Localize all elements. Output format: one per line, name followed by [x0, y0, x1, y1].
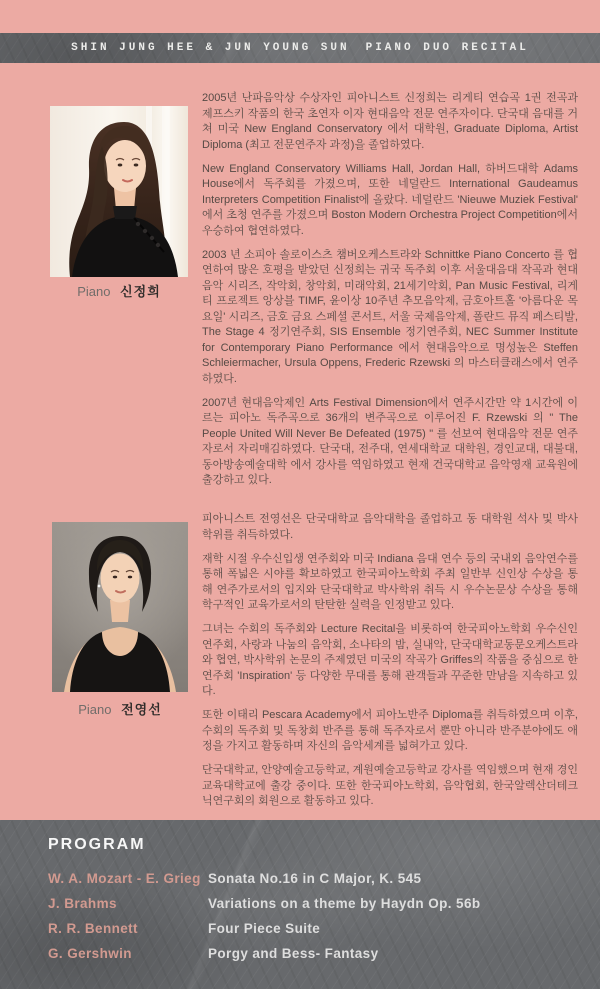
- bio-paragraph: 또한 이태리 Pescara Academy에서 피아노반주 Diploma를 취득하였으며 이후, 수회의 독주회 및 독창회 반주를 통해 독주자로서 뿐만 아니라 반주분야에도 애정을 가지고 활동하며 자신의 음악세계를 넓혀가고 있다.: [202, 709, 578, 752]
- program-row: [48, 916, 584, 941]
- program-composer: J. Brahms: [48, 896, 117, 911]
- program-row: [48, 891, 584, 916]
- bio-paragraph: 그녀는 수회의 독주회와 Lecture Recital을 비롯하여 한국피아노학회 우수신인연주회, 사랑과 나눔의 음악회, 소나타의 밤, 실내악, 단국대학교동문오케스트라와 협연, 박사학위 논문의 주제였던 미국의 작곡가 Griffes의 작품을 중심으로 한 연주회 'Inspiration' 등 다양한 무대를 통해 관객들과 꾸준한 만남을 지속하고 있다.: [202, 623, 578, 697]
- pianist2-caption: [52, 699, 188, 718]
- program-piece: Sonata No.16 in C Major, K. 545: [208, 871, 422, 886]
- pianist2-role-label: Piano: [78, 702, 112, 717]
- program-piece: Four Piece Suite: [208, 921, 321, 936]
- bio-paragraph: 피아니스트 전영선은 단국대학교 음악대학을 졸업하고 동 대학원 석사 및 박사학위를 취득하였다.: [202, 513, 578, 541]
- bio-paragraph: 2007년 현대음악제인 Arts Festival Dimension에서 연주시간만 약 1시간에 이르는 피아노 독주곡으로 36개의 변주곡으로 이루어진 F. Rzewski 의 " The People United Will Never Be Defeated (1975) " 를 선보여 현대음악 전문 연주자로서 자리매김하였다. 단국대, 전주대, 연세대학교 대학원, 경인교대, 대불대, 동아방송예술대학 에서 강사를 역임하였고 현재 건국대학교 음악영재 교육원에 출강하고 있다.: [202, 396, 578, 486]
- event-title: PIANO DUO RECITAL: [365, 42, 529, 54]
- program-list: [48, 866, 584, 966]
- pianist1-role-label: Piano: [77, 284, 111, 299]
- pianist2-bio: [202, 512, 578, 818]
- bio-paragraph: 2005년 난파음악상 수상자인 피아니스트 신정희는 리게티 연습곡 1권 전곡과 제프스키 작품의 한국 초연자 이자 현대음악 전문 연주자이다. 단국대 음대를 거쳐 미국 New England Conservatory 에서 대학원, Graduate Diploma, Artist Diploma (최고 전문연주자 과정)을 졸업하였다.: [202, 92, 578, 151]
- pianist2-name: 전영선: [121, 702, 162, 717]
- bio-paragraph: 재학 시절 우수신입생 연주회와 미국 Indiana 음대 연수 등의 국내외 음악연수를 통해 폭넓은 시야를 확보하였고 한국피아노학회 주최 일반부 신인상 수상을 통해 연주가로서의 입지와 단국대학교 박사학위 취득 시 우수논문상 수상을 통해 학구적인 교육가로서의 탄탄한 실력을 인정받고 있다.: [202, 552, 578, 611]
- pianist2-photo: [52, 522, 188, 692]
- artists-title: SHIN JUNG HEE & JUN YOUNG SUN: [71, 42, 350, 54]
- pianist1-name: 신정희: [120, 284, 161, 299]
- program-row: [48, 941, 584, 966]
- bio-paragraph: 2003 년 소피아 솔로이스츠 챔버오케스트라와 Schnittke Piano Concerto 를 협연하여 많은 호평을 받았던 신정희는 귀국 독주회 이후 서울대음대 작곡과 현대음악 시리즈, 작악회, 창악회, 미래악회, 21세기악회, Pan Music Festival, 리게티 프로젝트 앙상블 TIMF, 윤이상 10주년 추모음악제, 금호아트홀 '아름다운 목요일' 시리즈, 금호 금요 스페셜 콘서트, 서울 국제음악제, 폴란드 뮤직 페스티발, The Stage 4 정기연주회, SIS Ensemble 정기연주회, NEC Summer Institute for Contemporary Piano Performance 에서 현대음악으로 명성높은 Steffen Schleiermacher, Ursula Oppens, Frederic Rzewski 의 마스터클래스에서 연주하였다.: [202, 248, 578, 385]
- pianist1-caption: [50, 281, 188, 300]
- program-composer: W. A. Mozart - E. Grieg: [48, 871, 201, 886]
- program-heading: PROGRAM: [48, 836, 146, 853]
- program-piece: Variations on a theme by Haydn Op. 56b: [208, 896, 481, 911]
- program-composer: R. R. Bennett: [48, 921, 138, 936]
- program-row: [48, 866, 584, 891]
- program-piece: Porgy and Bess- Fantasy: [208, 946, 379, 961]
- pianist1-photo: [50, 106, 188, 277]
- bio-paragraph: 단국대학교, 안양예술고등학교, 계원예술고등학교 강사를 역임했으며 현재 경인교육대학교에 출강 중이다. 또한 한국피아노학회, 음악협회, 한국알렉산더테크닉연구회의 회원으로 활동하고 있다.: [202, 764, 578, 807]
- bio-paragraph: New England Conservatory Williams Hall, Jordan Hall, 하버드대학 Adams House에서 독주회를 가졌으며, 또한 네덜란드 International Gaudeamus Interpreters Competition Finalist에 올랐다. 네덜란드 'Nieuwe Muziek Festival' 에서 초청 연주를 가졌으며 Boston Modern Orchestra Project Competition에서 우승하여 협연하였다.: [202, 162, 578, 237]
- pianist1-bio: [202, 91, 578, 497]
- program-band: [0, 820, 600, 989]
- program-composer: G. Gershwin: [48, 946, 132, 961]
- title-band: [0, 33, 600, 63]
